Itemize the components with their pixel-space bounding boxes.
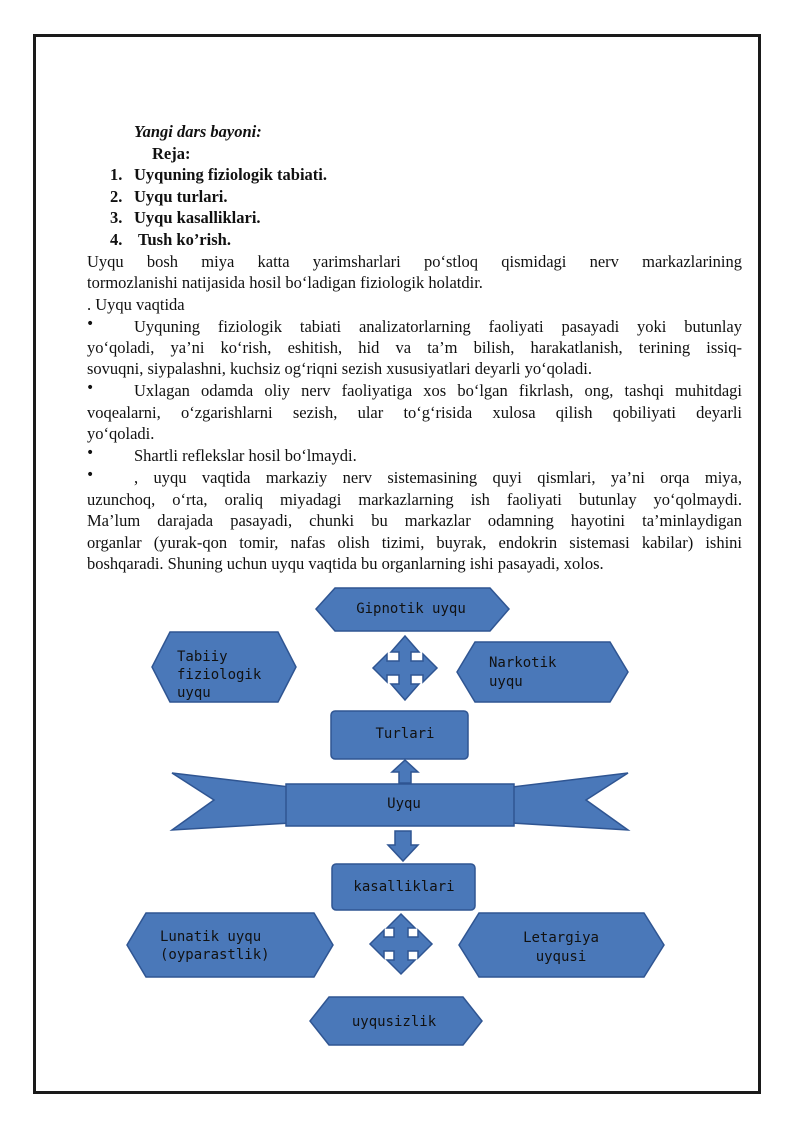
bullet-icon: • [86, 380, 95, 396]
uyqu-label: Uyqu [387, 796, 421, 812]
four-way-arrow-icon [373, 636, 437, 700]
bullet-2-line-2: voqealarni, o‘zgarishlarni sezish, ular to‘g‘risida xulosa qilish qobiliyati deyarli [87, 403, 742, 422]
tabiiy-label-3: uyqu [177, 685, 211, 701]
intro-line-2: tormozlanishi natijasida hosil bo‘ladigan fiziologik holatdir. [87, 273, 483, 292]
plan-item-number: 4. [110, 230, 123, 249]
plan-item-number: 2. [110, 187, 123, 206]
intro-line-1: Uyqu bosh miya katta yarimsharlari po‘stloq qismidagi nerv markazlarining [87, 252, 742, 271]
bullet-1-line-2: yo‘qoladi, ya’ni ko‘rish, eshitish, hid va ta’m bilish, harakatlanish, terining issiq- [87, 338, 742, 357]
kasalliklari-label: kasalliklari [353, 879, 455, 895]
bullet-1-line-1: Uyquning fiziologik tabiati analizatorlarning faoliyati pasayadi yoki butunlay [134, 317, 742, 336]
bullet-icon: • [86, 467, 95, 483]
gipnotik-label: Gipnotik uyqu [356, 601, 466, 617]
lunatik-shape [127, 913, 333, 977]
bullet-icon: • [86, 445, 95, 461]
lesson-heading: Yangi dars bayoni: [134, 122, 262, 141]
plan-item-number: 3. [110, 208, 123, 227]
turlari-label: Turlari [375, 726, 435, 742]
plan-item-text: Tush ko’rish. [138, 230, 231, 249]
during-sleep-line: . Uyqu vaqtida [87, 295, 185, 314]
bullet-4-line-5: boshqaradi. Shuning uchun uyqu vaqtida bu organlarning ishi pasayadi, xolos. [87, 554, 604, 573]
plan-item-text: Uyqu turlari. [134, 187, 228, 206]
bullet-4-line-4: organlar (yurak-qon tomir, nafas olish tizimi, buyrak, endokrin sistemasi kabilar) ishini [87, 533, 742, 552]
bullet-2-line-3: yo‘qoladi. [87, 424, 155, 443]
narkotik-label-2: uyqu [489, 674, 523, 690]
plan-item-text: Uyqu kasalliklari. [134, 208, 261, 227]
bullet-4-line-1: , uyqu vaqtida markaziy nerv sistemasining quyi qismlari, ya’ni orqa miya, [134, 468, 742, 487]
narkotik-label-1: Narkotik [489, 655, 557, 671]
bullet-4-line-2: uzunchoq, o‘rta, oraliq miyadagi markazlarning ish faoliyati butunlay yo‘qolmaydi. [87, 490, 742, 509]
letargiya-label-1: Letargiya [523, 930, 599, 946]
bullet-4-line-3: Ma’lum darajada pasayadi, chunki bu markazlar odamning hayotini ta’minlaydigan [87, 511, 742, 530]
tabiiy-label-1: Tabiiy [177, 649, 228, 665]
plan-label: Reja: [152, 144, 191, 163]
uyqusizlik-label: uyqusizlik [351, 1014, 437, 1030]
bullet-3-line-1: Shartli reflekslar hosil bo‘lmaydi. [134, 446, 357, 465]
ribbon-left [172, 773, 290, 830]
bullet-1-line-3: sovuqni, siypalashni, kuchsiz og‘riqni sezish xususiyatlari deyarli yo‘qoladi. [87, 359, 592, 378]
plan-item-number: 1. [110, 165, 123, 184]
up-arrow-icon [392, 760, 418, 783]
lunatik-label-1: Lunatik uyqu [160, 929, 262, 945]
lunatik-label-2: (oyparastlik) [160, 947, 270, 963]
bullet-2-line-1: Uxlagan odamda oliy nerv faoliyatiga xos bo‘lgan fikrlash, ong, tashqi muhitdagi [134, 381, 742, 400]
narkotik-shape [457, 642, 628, 702]
tabiiy-label-2: fiziologik [177, 667, 262, 683]
bullet-icon: • [86, 316, 95, 332]
ribbon-right [512, 773, 628, 830]
four-way-arrow-icon [370, 914, 432, 974]
plan-item-text: Uyquning fiziologik tabiati. [134, 165, 327, 184]
letargiya-label-2: uyqusi [535, 949, 587, 965]
down-arrow-icon [388, 831, 418, 861]
